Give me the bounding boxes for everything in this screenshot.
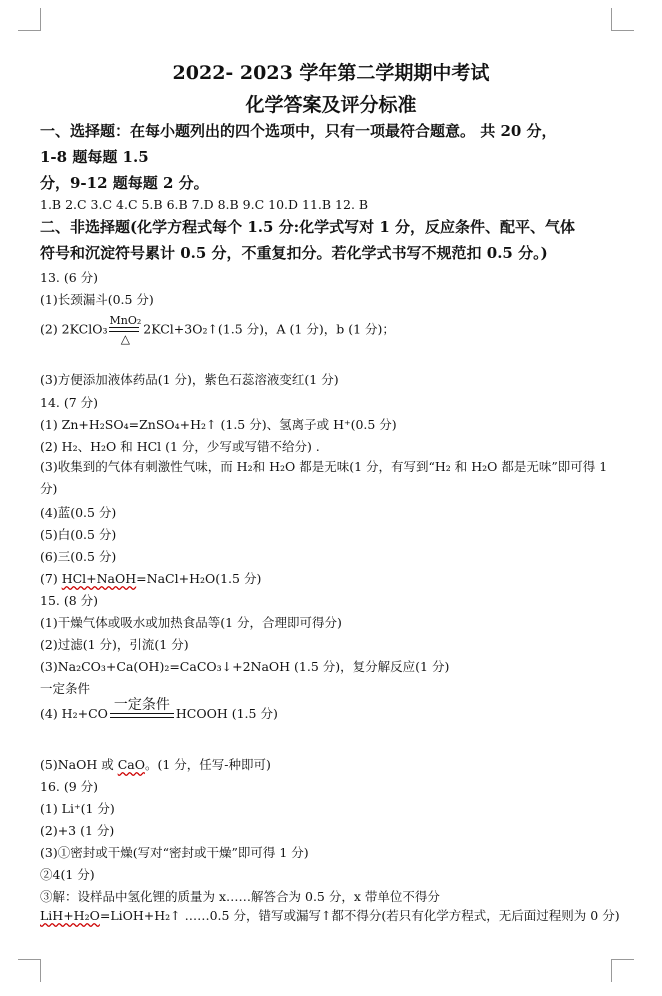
q16-part2: (2)+3 (1 分) bbox=[40, 823, 115, 838]
q13-header: 13. (6 分) bbox=[40, 270, 99, 285]
q13-part3: (3)方便添加液体药品(1 分)，紫色石蕊溶液变红(1 分) bbox=[40, 372, 339, 387]
q16-part5: ③解：设样品中氢化锂的质量为 x……解答合为 0.5 分，x 带单位不得分 bbox=[40, 889, 440, 904]
reaction-condition: 一定条件 bbox=[110, 697, 174, 732]
crop-mark-top-right bbox=[611, 8, 634, 31]
reaction-condition: MnO₂ △ bbox=[109, 314, 142, 346]
q16-part6: LiH+H₂O=LiOH+H₂↑ ……0.5 分，错写或漏写↑都不得分(若只有化学方程式，无后面过程则为 0 分) bbox=[40, 908, 620, 923]
section2-heading: 二、非选择题(化学方程式每个 1.5 分:化学式写对 1 分，反应条件、配平、气体 符号和沉淀符号累计 0.5 分，不重复扣分。若化学式书写不规范扣 0.5 分。) bbox=[40, 218, 576, 262]
q15-part1: (1)干燥气体或吸水或加热食品等(1 分，合理即可得分) bbox=[40, 615, 342, 630]
q16-part3: (3)①密封或干燥(写对“密封或干燥”即可得 1 分) bbox=[40, 845, 309, 860]
q15-header: 15. (8 分) bbox=[40, 593, 99, 608]
q16-part4: ②4(1 分) bbox=[40, 867, 95, 882]
crop-mark-top-left bbox=[18, 8, 41, 31]
answer-key-title: 化学答案及评分标准 bbox=[245, 94, 417, 116]
q14-part5: (5)白(0.5 分) bbox=[40, 527, 117, 542]
q15-part5: (5)NaOH 或 CaO。(1 分，任写-种即可) bbox=[40, 757, 271, 772]
exam-title: 2022- 2023 学年第二学期期中考试 bbox=[172, 62, 490, 84]
q16-part1: (1) Li⁺(1 分) bbox=[40, 801, 115, 816]
q14-part2: (2) H₂、H₂O 和 HCl (1 分，少写或写错不给分) . bbox=[40, 439, 320, 454]
q16-header: 16. (9 分) bbox=[40, 779, 99, 794]
q15-part3: (3)Na₂CO₃+Ca(OH)₂=CaCO₃↓+2NaOH (1.5 分)，复分解反应(1 分) bbox=[40, 659, 450, 674]
q14-part7: (7) HCl+NaOH=NaCl+H₂O(1.5 分) bbox=[40, 571, 262, 586]
q14-part6: (6)三(0.5 分) bbox=[40, 549, 117, 564]
section1-heading: 一、选择题：在每小题列出的四个选项中，只有一项最符合题意。 共 20 分， 1-8 题每题 1.5 分，9-12 题每题 2 分。 bbox=[40, 122, 557, 192]
q14-header: 14. (7 分) bbox=[40, 395, 99, 410]
q14-part1: (1) Zn+H₂SO₄=ZnSO₄+H₂↑ (1.5 分)、氢离子或 H⁺(0.5 分) bbox=[40, 417, 397, 432]
q14-part4: (4)蓝(0.5 分) bbox=[40, 505, 117, 520]
q15-part2: (2)过滤(1 分)，引流(1 分) bbox=[40, 637, 189, 652]
q14-part3: (3)收集到的气体有刺激性气味，而 H₂和 H₂O 都是无味(1 分，有写到“H₂ 和 H₂O 都是无味”即可得 1 分) bbox=[40, 459, 608, 496]
crop-mark-bottom-right bbox=[611, 959, 634, 982]
crop-mark-bottom-left bbox=[18, 959, 41, 982]
multiple-choice-answers: 1.B 2.C 3.C 4.C 5.B 6.B 7.D 8.B 9.C 10.D 11.B 12. B bbox=[40, 197, 369, 212]
q13-part2: (2) 2KClO₃ MnO₂ △ 2KCl+3O₂↑(1.5 分)，A (1 分)，b (1 分)； bbox=[40, 314, 395, 346]
q13-part1: (1)长颈漏斗(0.5 分) bbox=[40, 292, 154, 307]
q15-part4: (4) H₂+CO 一定条件 HCOOH (1.5 分) bbox=[40, 697, 278, 732]
q15-condition-note: 一定条件 bbox=[40, 681, 91, 696]
